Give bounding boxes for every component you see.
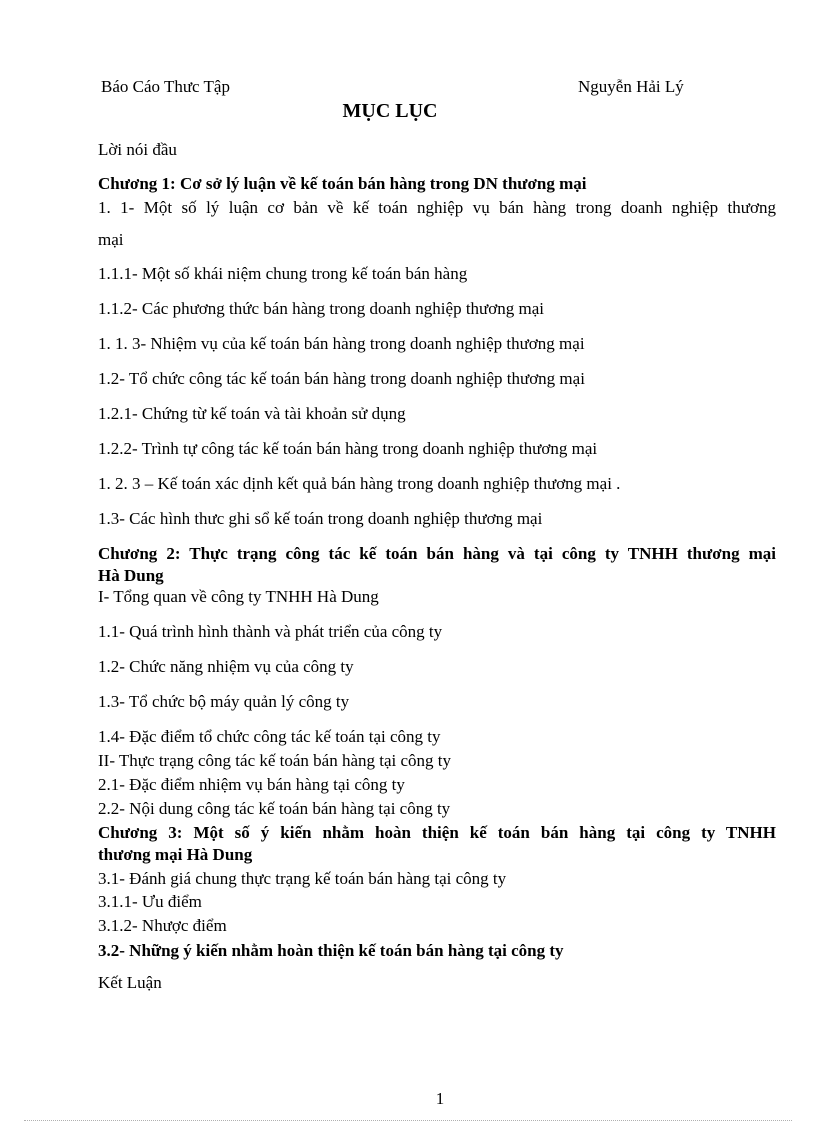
header-left-text: Báo Cáo Thưc Tập xyxy=(101,77,230,96)
page-title: MỤC LỤC xyxy=(342,100,438,122)
toc-entry: 3.1.1- Ưu điểm xyxy=(98,892,202,911)
toc-entry: 1. 1. 3- Nhiệm vụ của kế toán bán hàng trong doanh nghiệp thương mại xyxy=(98,334,585,353)
page-bottom-divider xyxy=(24,1120,792,1121)
page-number: 1 xyxy=(435,1089,445,1108)
toc-entry: 1. 1- Một số lý luận cơ bản về kế toán nghiệp vụ bán hàng trong doanh nghiệp thương xyxy=(98,198,776,217)
toc-entry: Chương 3: Một số ý kiến nhằm hoàn thiện kế toán bán hàng tại công ty TNHH xyxy=(98,823,776,842)
toc-entry: Lời nói đầu xyxy=(98,140,177,159)
toc-entry: 3.1.2- Nhược điểm xyxy=(98,916,227,935)
header-right-text: Nguyễn Hải Lý xyxy=(578,77,684,96)
toc-entry: I- Tổng quan về công ty TNHH Hà Dung xyxy=(98,587,379,606)
toc-entry: 2.2- Nội dung công tác kế toán bán hàng tại công ty xyxy=(98,799,451,818)
toc-entry: 1.1.2- Các phương thức bán hàng trong doanh nghiệp thương mại xyxy=(98,299,544,318)
toc-entry: 3.2- Những ý kiến nhằm hoàn thiện kế toán bán hàng tại công ty xyxy=(98,941,564,960)
toc-entry: 1.1- Quá trình hình thành và phát triển của công ty xyxy=(98,622,443,641)
toc-entry: Hà Dung xyxy=(98,566,164,585)
toc-entry: Kết Luận xyxy=(98,973,162,992)
toc-entry: 1.2- Tổ chức công tác kế toán bán hàng trong doanh nghiệp thương mại xyxy=(98,369,585,388)
toc-entry: 2.1- Đặc điểm nhiệm vụ bán hàng tại công ty xyxy=(98,775,405,794)
toc-entry: 1.4- Đặc điểm tổ chức công tác kế toán tại công ty xyxy=(98,727,441,746)
toc-entry: II- Thực trạng công tác kế toán bán hàng tại công ty xyxy=(98,751,452,770)
toc-entry: 1.3- Tổ chức bộ máy quản lý công ty xyxy=(98,692,350,711)
toc-entry: 3.1- Đánh giá chung thực trạng kế toán bán hàng tại công ty xyxy=(98,869,507,888)
toc-entry: 1. 2. 3 – Kế toán xác dịnh kết quả bán hàng trong doanh nghiệp thương mại . xyxy=(98,474,621,493)
toc-entry: Chương 1: Cơ sở lý luận về kế toán bán hàng trong DN thương mại xyxy=(98,174,587,193)
toc-entry: mại xyxy=(98,230,124,249)
toc-entry: 1.3- Các hình thưc ghi sổ kế toán trong doanh nghiệp thương mại xyxy=(98,509,543,528)
toc-entry: 1.2- Chức năng nhiệm vụ của công ty xyxy=(98,657,354,676)
toc-entry: 1.2.2- Trình tự công tác kế toán bán hàng trong doanh nghiệp thương mại xyxy=(98,439,598,458)
toc-entry: 1.1.1- Một số khái niệm chung trong kế toán bán hàng xyxy=(98,264,468,283)
toc-entry: Chương 2: Thực trạng công tác kế toán bán hàng và tại công ty TNHH thương mại xyxy=(98,544,776,563)
toc-entry: 1.2.1- Chứng từ kế toán và tài khoản sử dụng xyxy=(98,404,406,423)
toc-entry: thương mại Hà Dung xyxy=(98,845,253,864)
